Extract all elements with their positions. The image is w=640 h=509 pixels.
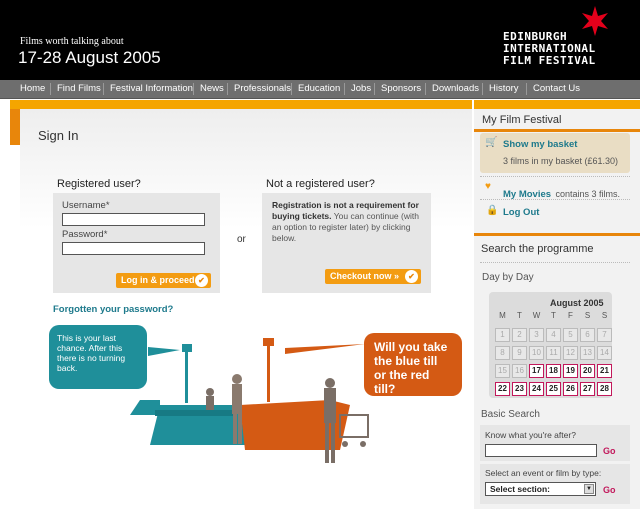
basic-search-heading: Basic Search <box>481 409 540 420</box>
calendar-day: 9 <box>512 346 527 360</box>
logo-line: INTERNATIONAL <box>503 42 596 55</box>
calendar-day: 6 <box>580 328 595 342</box>
search-input[interactable] <box>485 444 597 457</box>
speech-bubble-left-text: This is your last chance. After this there is no turning back. <box>57 333 126 373</box>
calendar-day: 14 <box>597 346 612 360</box>
nav-separator <box>291 83 292 95</box>
festival-logo[interactable] <box>503 31 596 67</box>
show-basket-link[interactable]: Show my basket <box>503 139 578 150</box>
nav-professionals[interactable]: Professionals <box>234 83 292 94</box>
calendar-day: 2 <box>512 328 527 342</box>
nav-separator <box>344 83 345 95</box>
nav-downloads[interactable]: Downloads <box>432 83 479 94</box>
sidebar-divider <box>474 129 640 132</box>
calendar-day-header: M <box>499 311 506 320</box>
calendar-day-header: S <box>584 311 591 320</box>
heart-icon: ♥ <box>485 181 491 192</box>
chevron-down-icon: ▼ <box>584 484 594 494</box>
lock-icon: 🔒 <box>486 205 499 216</box>
basket-icon: 🛒 <box>485 137 498 148</box>
nav-separator <box>425 83 426 95</box>
accent-bar <box>10 109 20 145</box>
calendar-day[interactable]: 28 <box>597 382 612 396</box>
sidebar-divider <box>474 233 640 236</box>
logout-link[interactable]: Log Out <box>503 207 540 218</box>
calendar-day: 5 <box>563 328 578 342</box>
calendar-day: 7 <box>597 328 612 342</box>
my-movies-text: contains 3 films. <box>555 189 621 199</box>
calendar-day-header: S <box>601 311 608 320</box>
nav-find-films[interactable]: Find Films <box>57 83 101 94</box>
divider <box>480 262 630 263</box>
nav-festival-information[interactable]: Festival Information <box>110 83 193 94</box>
calendar-day[interactable]: 19 <box>563 364 578 378</box>
section-select[interactable] <box>485 482 596 496</box>
accent-strip <box>474 100 640 109</box>
nav-separator <box>227 83 228 95</box>
nav-contact-us[interactable]: Contact Us <box>533 83 580 94</box>
nav-sponsors[interactable]: Sponsors <box>381 83 422 94</box>
cart-icon: ✔ <box>405 270 418 283</box>
nav-separator <box>482 83 483 95</box>
password-label: Password* <box>62 229 108 240</box>
calendar-day: 16 <box>512 364 527 378</box>
calendar-day[interactable]: 23 <box>512 382 527 396</box>
divider <box>480 199 630 200</box>
calendar-day: 12 <box>563 346 578 360</box>
calendar-day-header: T <box>517 311 522 320</box>
calendar-day[interactable]: 24 <box>529 382 544 396</box>
calendar-day[interactable]: 20 <box>580 364 595 378</box>
username-input[interactable] <box>62 213 205 226</box>
logo-line: FILM FESTIVAL <box>503 54 596 67</box>
registered-heading: Registered user? <box>57 178 141 190</box>
calendar-day[interactable]: 17 <box>529 364 544 378</box>
forgot-password-link[interactable]: Forgotten your password? <box>53 304 174 315</box>
cart-icon: ✔ <box>195 274 208 287</box>
search-go-button[interactable]: Go <box>603 446 616 456</box>
not-registered-heading: Not a registered user? <box>266 178 375 190</box>
tagline: Films worth talking about <box>20 36 124 47</box>
or-separator: or <box>237 234 246 245</box>
calendar-day-header: W <box>532 311 541 320</box>
calendar-day[interactable]: 18 <box>546 364 561 378</box>
section-select-value: Select section: <box>490 484 550 494</box>
calendar-day[interactable]: 21 <box>597 364 612 378</box>
calendar-day: 13 <box>580 346 595 360</box>
nav-jobs[interactable]: Jobs <box>351 83 372 94</box>
calendar-day[interactable]: 26 <box>563 382 578 396</box>
accent-strip <box>10 100 472 109</box>
speech-bubble-right <box>364 333 462 396</box>
basket-info: 3 films in my basket (£61.30) <box>503 156 619 166</box>
nav-separator <box>374 83 375 95</box>
calendar-day[interactable]: 25 <box>546 382 561 396</box>
login-button-label: Log in & proceed <box>121 275 195 285</box>
password-input[interactable] <box>62 242 205 255</box>
calendar-day: 10 <box>529 346 544 360</box>
login-button[interactable] <box>116 273 211 288</box>
calendar-day: 8 <box>495 346 510 360</box>
search-label: Know what you're after? <box>485 430 576 440</box>
nav-separator <box>193 83 194 95</box>
nav-separator <box>526 83 527 95</box>
calendar-day: 4 <box>546 328 561 342</box>
my-film-festival-heading: My Film Festival <box>482 114 562 126</box>
speech-bubble-right-text: Will you take the blue till or the red till? <box>374 340 448 396</box>
calendar-day-header: F <box>568 311 573 320</box>
page-title: Sign In <box>38 128 79 143</box>
calendar-day[interactable]: 27 <box>580 382 595 396</box>
username-label: Username* <box>62 200 110 211</box>
select-label: Select an event or film by type: <box>485 468 602 478</box>
calendar-day: 11 <box>546 346 561 360</box>
logo-line: EDINBURGH <box>503 30 568 43</box>
speech-bubble-left <box>49 325 147 389</box>
site-header <box>0 0 640 80</box>
registration-note-rest: You can continue (with an option to register later) by clicking below. <box>272 211 419 243</box>
nav-separator <box>103 83 104 95</box>
star-logo-icon <box>580 6 610 36</box>
calendar-day: 3 <box>529 328 544 342</box>
select-go-button[interactable]: Go <box>603 485 616 495</box>
nav-history[interactable]: History <box>489 83 519 94</box>
calendar-day[interactable]: 22 <box>495 382 510 396</box>
day-by-day-heading: Day by Day <box>482 272 534 283</box>
search-programme-heading: Search the programme <box>481 243 594 255</box>
main-nav <box>0 80 640 99</box>
calendar-day: 1 <box>495 328 510 342</box>
calendar-day: 15 <box>495 364 510 378</box>
calendar-month: August 2005 <box>550 298 604 308</box>
registration-note-bold: Registration is not a requirement for buying tickets. <box>272 200 419 221</box>
festival-dates: 17-28 August 2005 <box>18 48 161 67</box>
calendar-day-header: T <box>551 311 556 320</box>
divider <box>480 176 630 177</box>
nav-home[interactable]: Home <box>20 83 46 94</box>
nav-education[interactable]: Education <box>298 83 341 94</box>
nav-news[interactable]: News <box>200 83 224 94</box>
nav-separator <box>50 83 51 95</box>
my-movies-link[interactable]: My Movies <box>503 189 552 200</box>
checkout-button-label: Checkout now » <box>330 271 400 281</box>
checkout-button[interactable] <box>325 269 421 284</box>
registration-note <box>272 200 430 244</box>
